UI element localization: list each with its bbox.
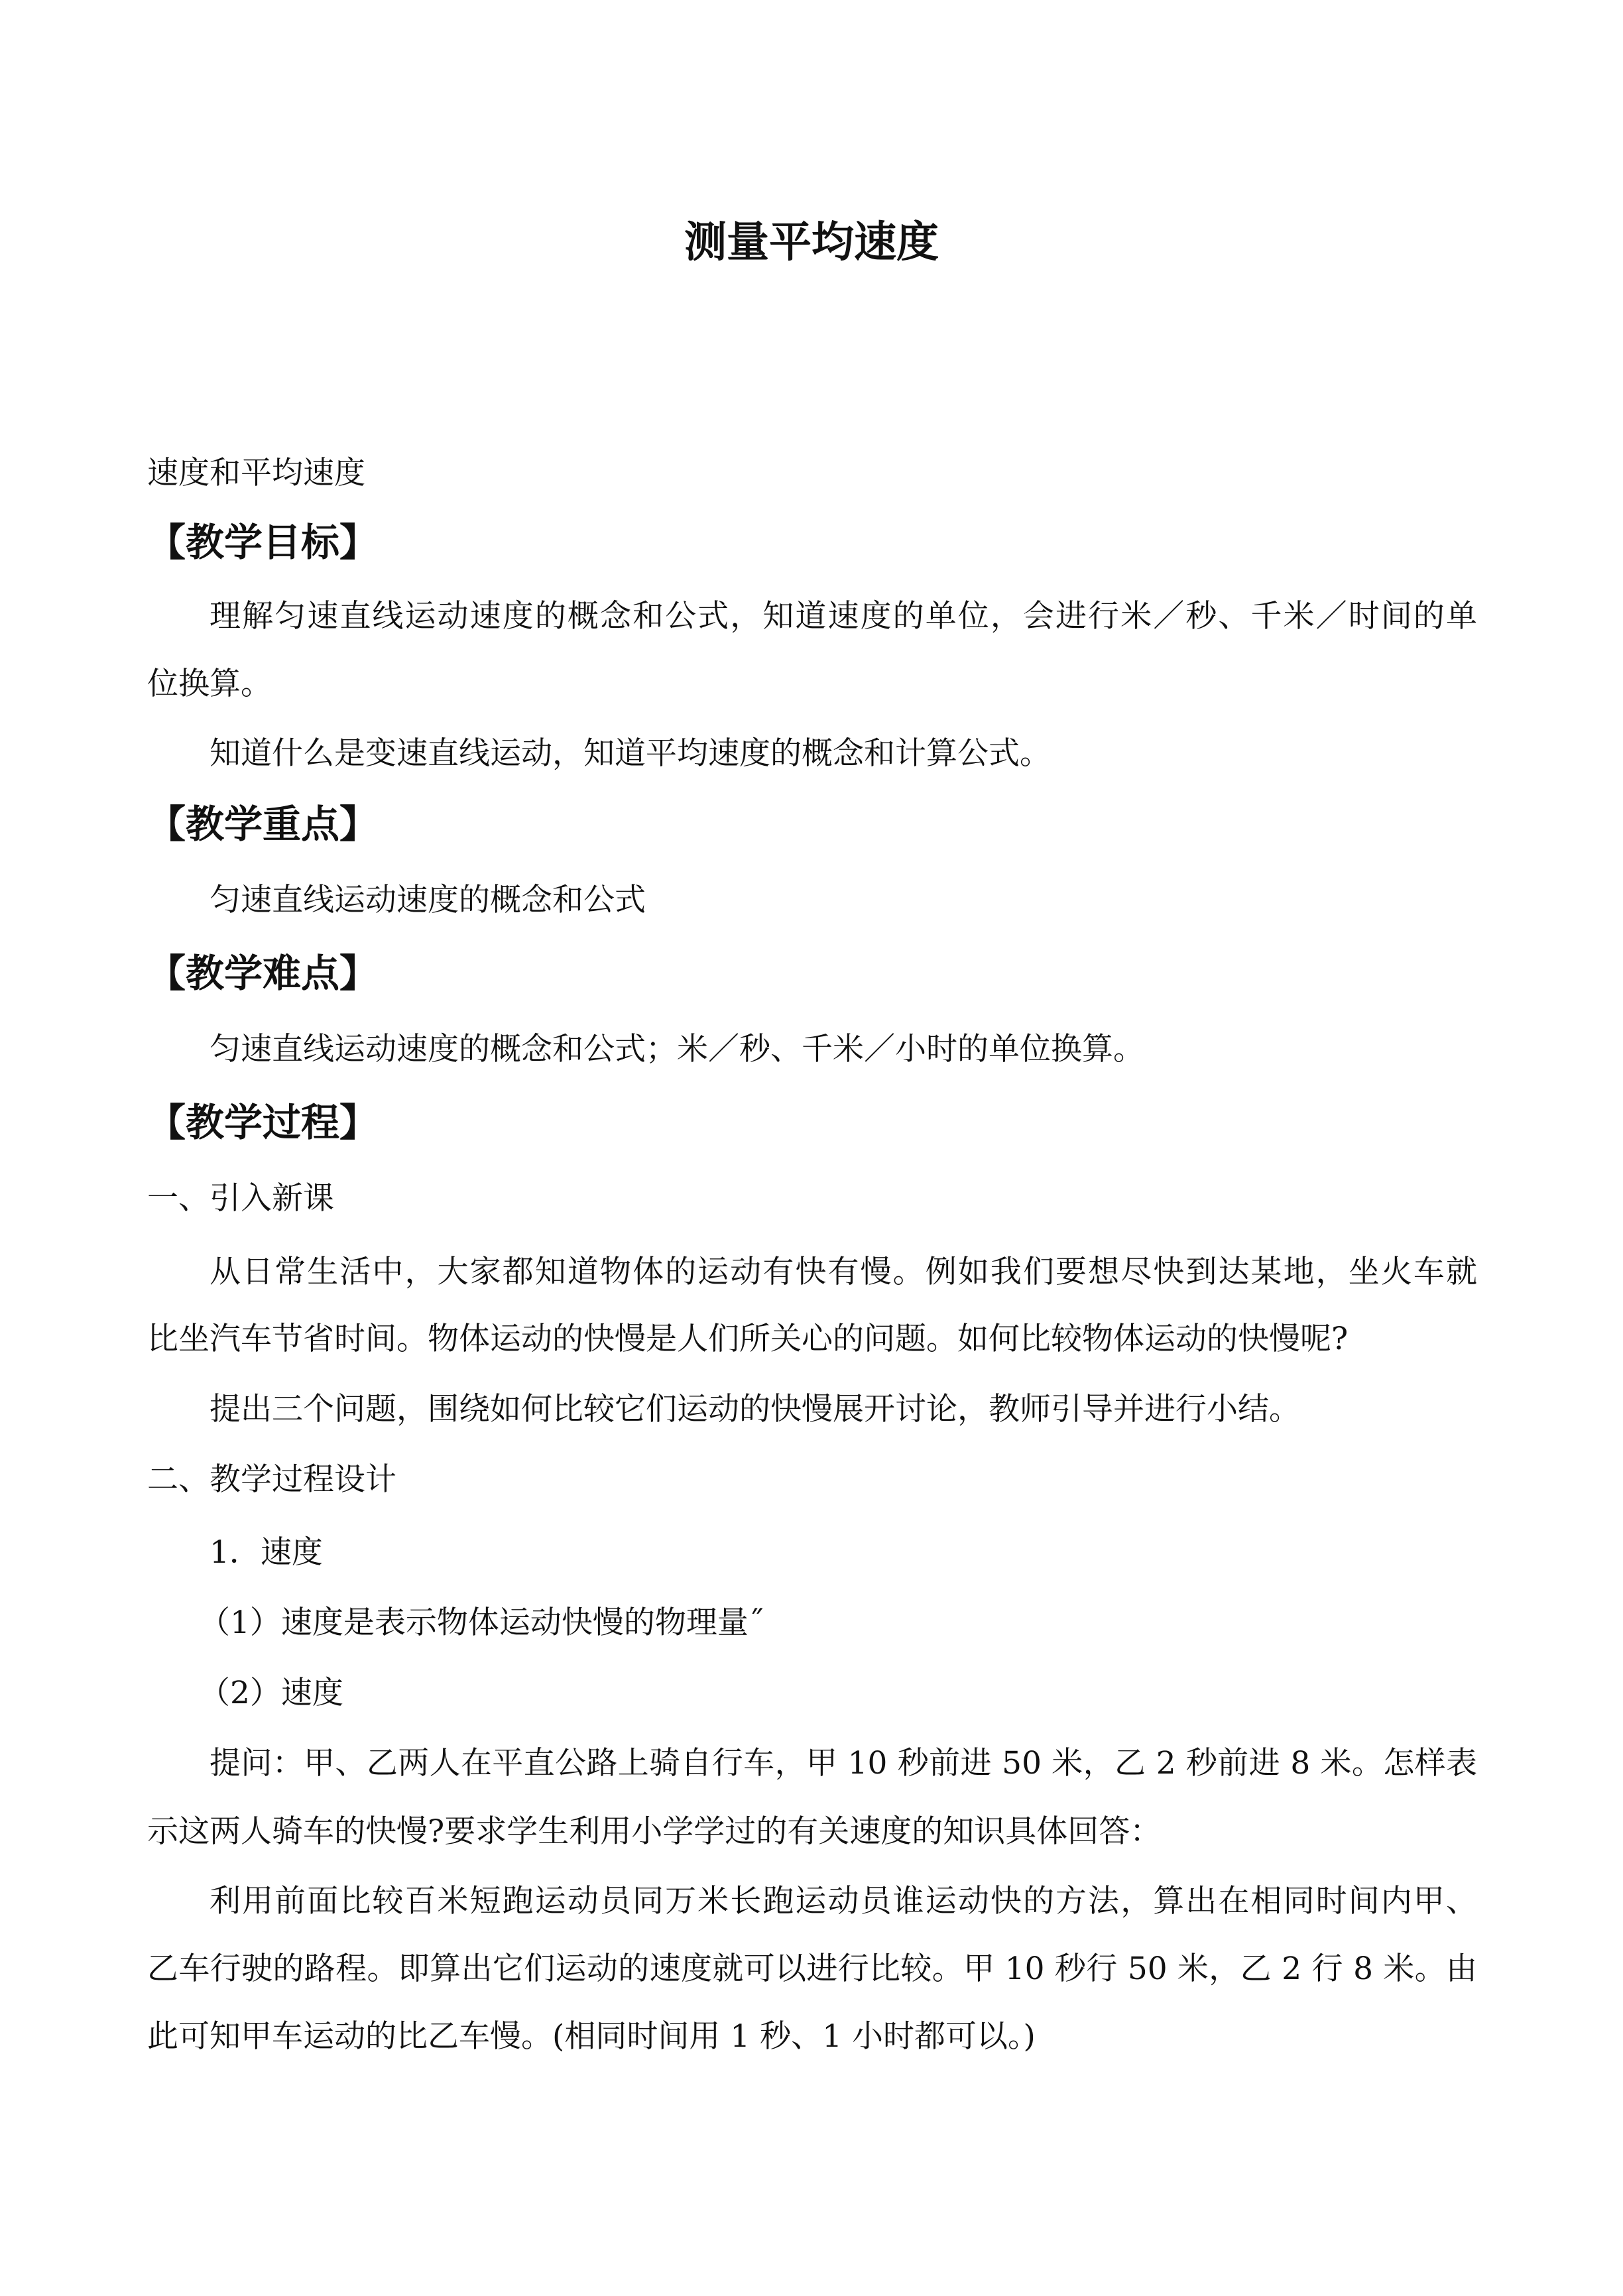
process-part-1-title: 一、引入新课 [147,1180,334,1217]
objectives-paragraph-1-line-2: 位换算。 [147,666,272,702]
process-part-2-title: 二、教学过程设计 [147,1461,396,1498]
difficulties-paragraph: 匀速直线运动速度的概念和公式；米／秒、千米／小时的单位换算。 [210,1031,1144,1067]
key-points-paragraph: 匀速直线运动速度的概念和公式 [210,882,646,918]
objectives-paragraph-1-line-1: 理解匀速直线运动速度的概念和公式，知道速度的单位，会进行米／秒、千米／时间的单 [210,598,1477,634]
heading-difficulties: 【教学难点】 [147,951,379,996]
process-item-1-2: （2）速度 [199,1675,343,1711]
heading-process: 【教学过程】 [147,1100,379,1145]
heading-key-points: 【教学重点】 [147,802,379,847]
question-line-1: 提问：甲、乙两人在平直公路上骑自行车，甲 10 秒前进 50 米，乙 2 秒前进 8 米。怎样表 [210,1745,1477,1782]
answer-line-2: 乙车行驶的路程。即算出它们运动的速度就可以进行比较。甲 10 秒行 50 米，乙 2 行 8 米。由 [147,1951,1477,1987]
process-item-1-1: （1）速度是表示物体运动快慢的物理量˝ [199,1604,764,1641]
process-item-1: 1．速度 [210,1534,323,1571]
objectives-paragraph-2: 知道什么是变速直线运动，知道平均速度的概念和计算公式。 [210,735,1051,772]
answer-line-3: 此可知甲车运动的比乙车慢。(相同时间用 1 秒、1 小时都可以。) [147,2018,1036,2055]
heading-objectives: 【教学目标】 [147,520,379,565]
page-title: 测量平均速度 [684,217,939,267]
subtitle: 速度和平均速度 [147,455,365,491]
answer-line-1: 利用前面比较百米短跑运动员同万米长跑运动员谁运动快的方法，算出在相同时间内甲、 [210,1883,1477,1919]
process-part-1-paragraph-1-line-1: 从日常生活中，大家都知道物体的运动有快有慢。例如我们要想尽快到达某地，坐火车就 [210,1254,1477,1290]
process-part-1-paragraph-1-line-2: 比坐汽车节省时间。物体运动的快慢是人们所关心的问题。如何比较物体运动的快慢呢? [147,1321,1349,1357]
question-line-2: 示这两人骑车的快慢?要求学生利用小学学过的有关速度的知识具体回答： [147,1813,1162,1850]
process-part-1-paragraph-2: 提出三个问题，围绕如何比较它们运动的快慢展开讨论，教师引导并进行小结。 [210,1391,1300,1427]
